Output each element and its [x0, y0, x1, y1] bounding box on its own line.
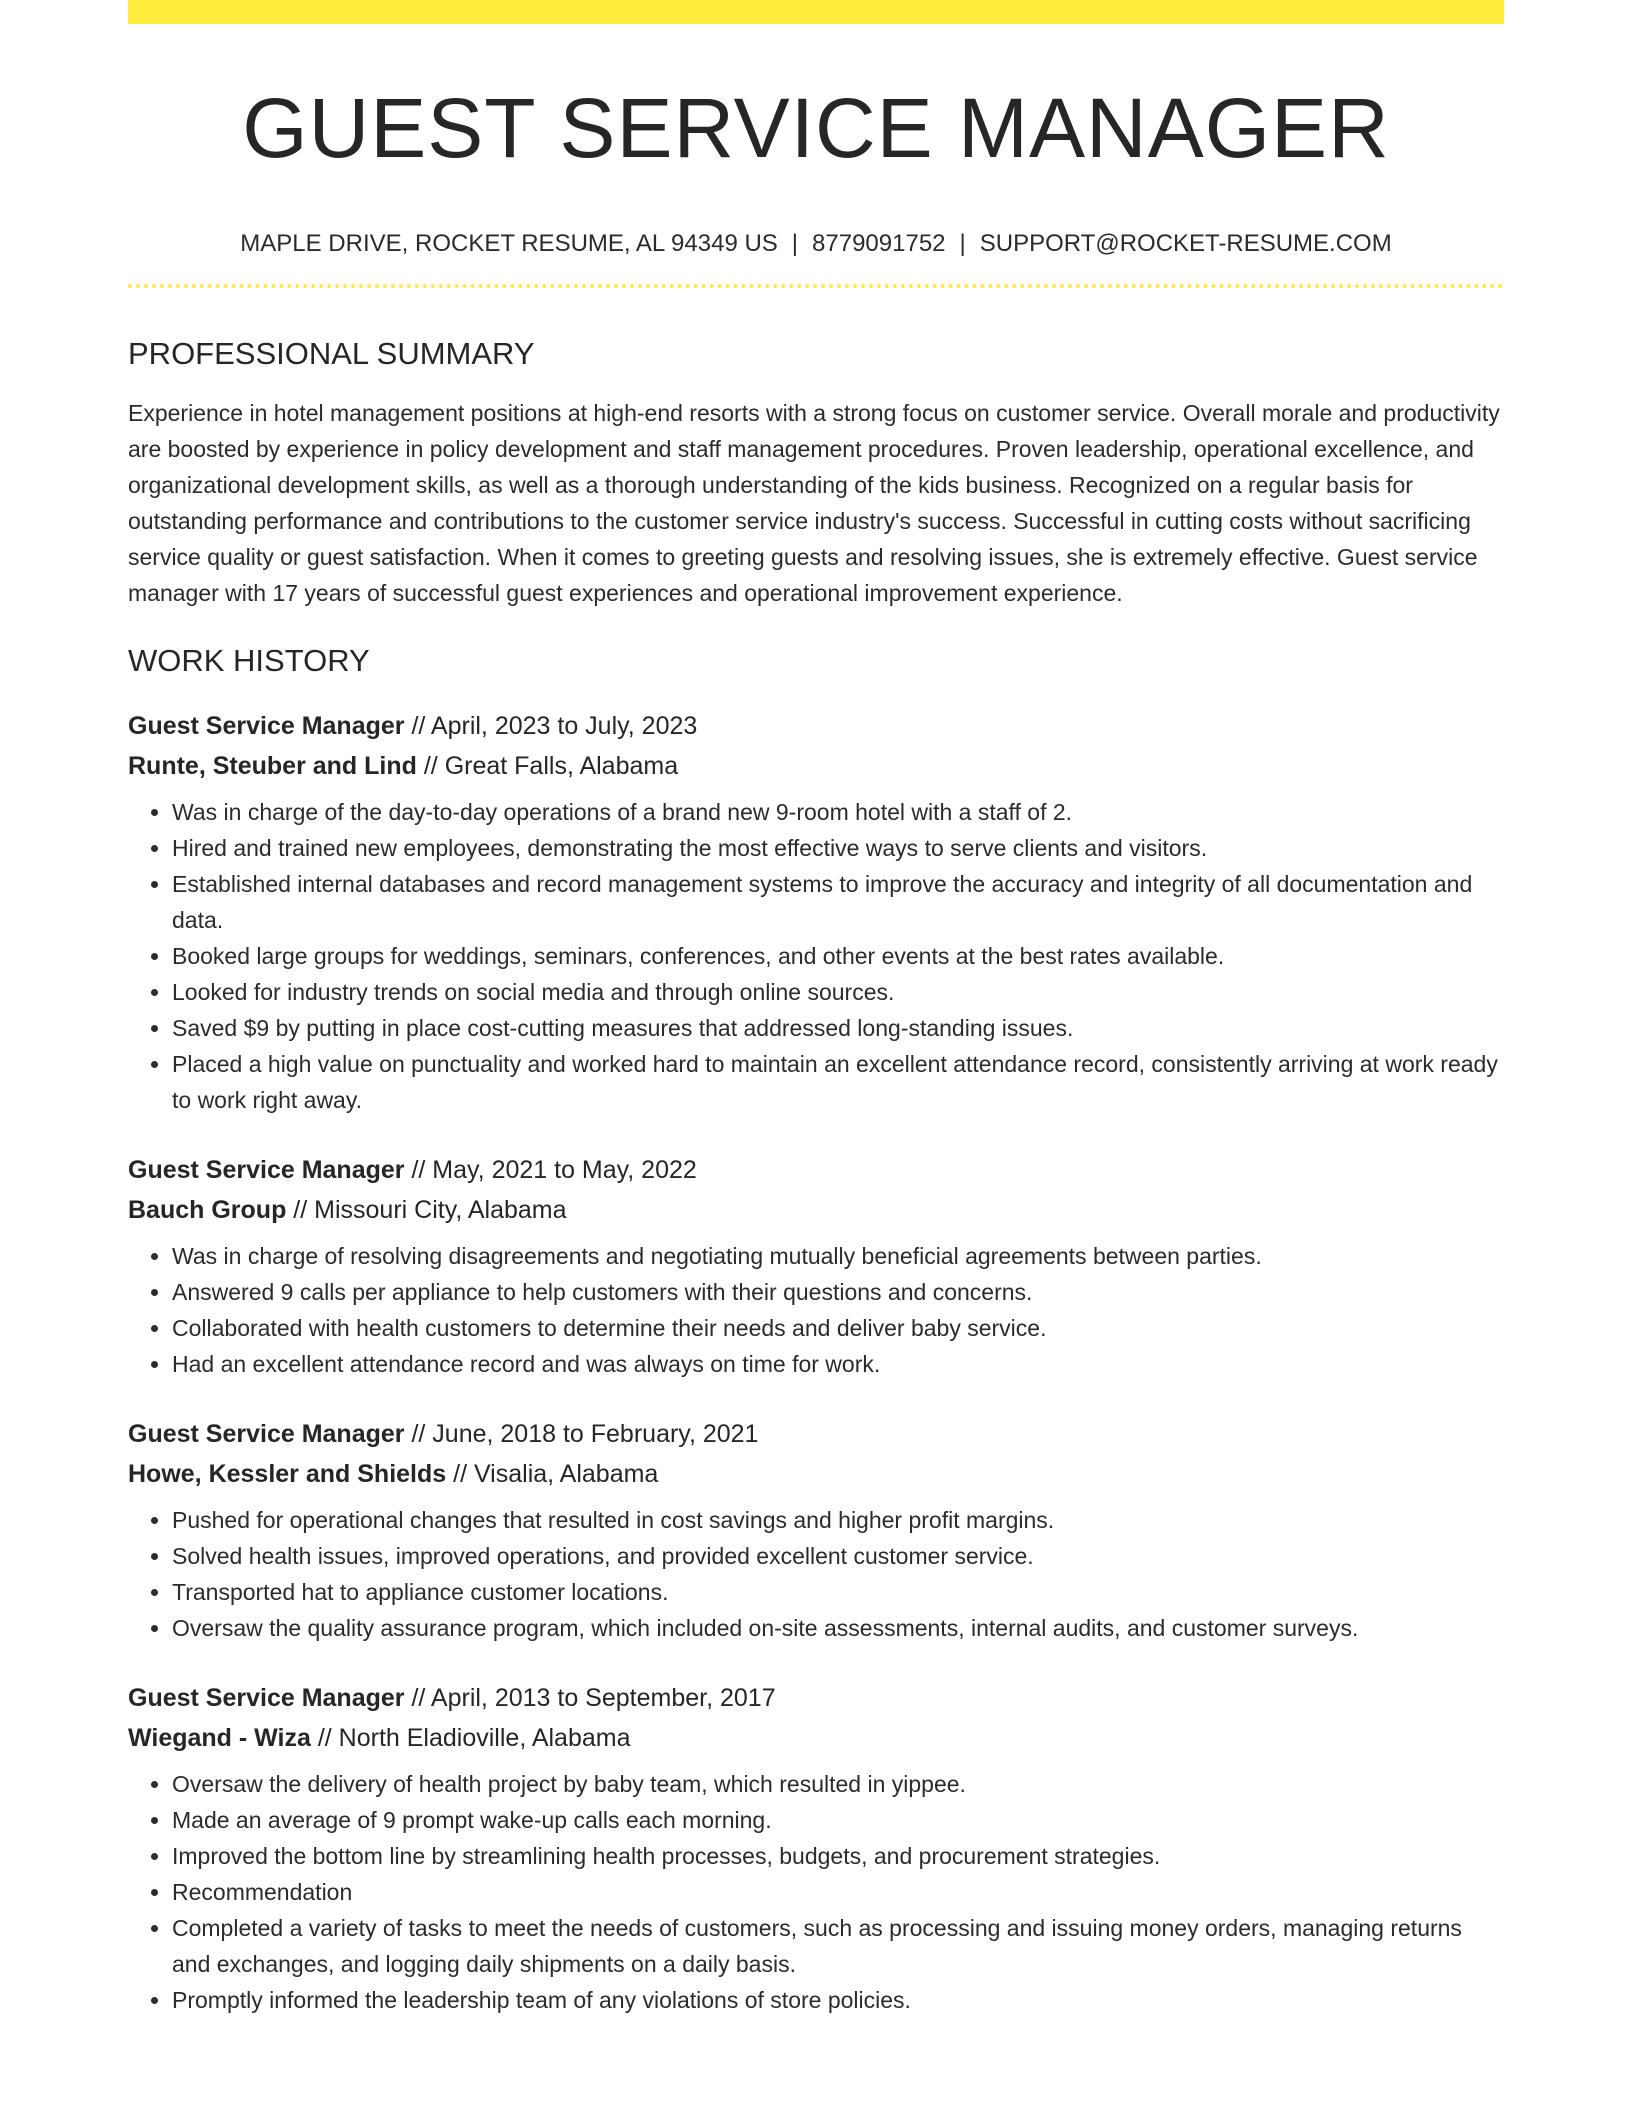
job-bullet: • Improved the bottom line by streamlining health processes, budgets, and procurement strategies.: [172, 1838, 1504, 1874]
job-bullet: • Oversaw the delivery of health project by baby team, which resulted in yippee.: [172, 1766, 1504, 1802]
job-title-line: [128, 1150, 1504, 1190]
contact-phone: 8779091752: [812, 230, 946, 257]
job-bullets: [128, 1766, 1504, 2018]
job-company: Howe, Kessler and Shields: [128, 1460, 447, 1488]
job-bullet: • Transported hat to appliance customer locations.: [172, 1574, 1504, 1610]
job-bullet: • Promptly informed the leadership team of any violations of store policies.: [172, 1982, 1504, 2018]
job-bullet: • Oversaw the quality assurance program, which included on-site assessments, internal audits, and customer surveys.: [172, 1610, 1504, 1646]
job-bullet: • Placed a high value on punctuality and worked hard to maintain an excellent attendance record, consistently arriving at work ready to work right away.: [172, 1046, 1504, 1118]
job-entry: [128, 1150, 1504, 1382]
job-bullet: • Collaborated with health customers to determine their needs and deliver baby service.: [172, 1310, 1504, 1346]
job-bullet: • Was in charge of the day-to-day operations of a brand new 9-room hotel with a staff of 2.: [172, 794, 1504, 830]
job-bullet: • Pushed for operational changes that resulted in cost savings and higher profit margins.: [172, 1502, 1504, 1538]
job-bullet: • Completed a variety of tasks to meet the needs of customers, such as processing and issuing money orders, managing returns and exchanges, and logging daily shipments on a daily basis.: [172, 1910, 1504, 1982]
job-title-line: [128, 706, 1504, 746]
job-bullet: • Answered 9 calls per appliance to help customers with their questions and concerns.: [172, 1274, 1504, 1310]
job-company-line: [128, 1190, 1504, 1230]
job-location: // Missouri City, Alabama: [286, 1196, 567, 1224]
resume-page: [128, 0, 1504, 2018]
job-company-line: [128, 1718, 1504, 1758]
job-company-line: [128, 746, 1504, 786]
job-bullet: • Booked large groups for weddings, seminars, conferences, and other events at the best rates available.: [172, 938, 1504, 974]
resume-title: GUEST SERVICE MANAGER: [242, 81, 1390, 175]
job-company-line: [128, 1454, 1504, 1494]
job-bullet: • Looked for industry trends on social media and through online sources.: [172, 974, 1504, 1010]
job-bullet: • Made an average of 9 prompt wake-up calls each morning.: [172, 1802, 1504, 1838]
job-company: Runte, Steuber and Lind: [128, 752, 417, 780]
work-history-heading: WORK HISTORY: [128, 643, 370, 678]
job-bullets: [128, 1238, 1504, 1382]
job-dates: // April, 2023 to July, 2023: [404, 712, 698, 740]
job-title: Guest Service Manager: [128, 1420, 405, 1448]
summary-heading: PROFESSIONAL SUMMARY: [128, 336, 535, 371]
job-location: // Great Falls, Alabama: [416, 752, 679, 780]
job-title: Guest Service Manager: [128, 1684, 405, 1712]
job-dates: // June, 2018 to February, 2021: [404, 1420, 759, 1448]
job-company: Bauch Group: [128, 1196, 287, 1224]
contact-separator: |: [959, 230, 966, 257]
contact-line: [128, 232, 1504, 256]
job-bullet: • Hired and trained new employees, demonstrating the most effective ways to serve clients and visitors.: [172, 830, 1504, 866]
job-title-line: [128, 1678, 1504, 1718]
job-bullets: [128, 794, 1504, 1118]
job-bullets: [128, 1502, 1504, 1646]
job-bullet: • Recommendation: [172, 1874, 1504, 1910]
contact-separator: |: [791, 230, 799, 257]
job-dates: // May, 2021 to May, 2022: [404, 1156, 697, 1184]
job-location: // Visalia, Alabama: [446, 1460, 659, 1488]
job-bullet: • Established internal databases and record management systems to improve the accuracy and integrity of all documentation and data.: [172, 866, 1504, 938]
job-bullet: • Was in charge of resolving disagreements and negotiating mutually beneficial agreements between parties.: [172, 1238, 1504, 1274]
accent-bar: [128, 0, 1504, 24]
summary-text: Experience in hotel management positions at high-end resorts with a strong focus on customer service. Overall morale and productivity are boosted by experience in policy development and staff management procedures. Proven leadership, operational excellence, and organizational development skills, as well as a thorough understanding of the kids business. Recognized on a regular basis for outstanding performance and contributions to the customer service industry's success. Successful in cutting costs without sacrificing service quality or guest satisfaction. When it comes to greeting guests and resolving issues, she is extremely effective. Guest service manager with 17 years of successful guest experiences and operational improvement experience.: [128, 400, 1500, 606]
job-title: Guest Service Manager: [128, 712, 405, 740]
job-entry: [128, 1414, 1504, 1646]
job-bullet: • Saved $9 by putting in place cost-cutting measures that addressed long-standing issues.: [172, 1010, 1504, 1046]
contact-address: MAPLE DRIVE, ROCKET RESUME, AL 94349 US: [240, 230, 778, 257]
job-bullet: • Had an excellent attendance record and was always on time for work.: [172, 1346, 1504, 1382]
job-title-line: [128, 1414, 1504, 1454]
job-company: Wiegand - Wiza: [128, 1724, 311, 1752]
job-bullet: • Solved health issues, improved operations, and provided excellent customer service.: [172, 1538, 1504, 1574]
job-entry: [128, 1678, 1504, 2018]
job-entry: [128, 706, 1504, 1118]
job-dates: // April, 2013 to September, 2017: [404, 1684, 776, 1712]
contact-email: SUPPORT@ROCKET-RESUME.COM: [979, 230, 1392, 257]
dotted-divider: [128, 284, 1504, 288]
job-location: // North Eladioville, Alabama: [310, 1724, 631, 1752]
job-title: Guest Service Manager: [128, 1156, 405, 1184]
